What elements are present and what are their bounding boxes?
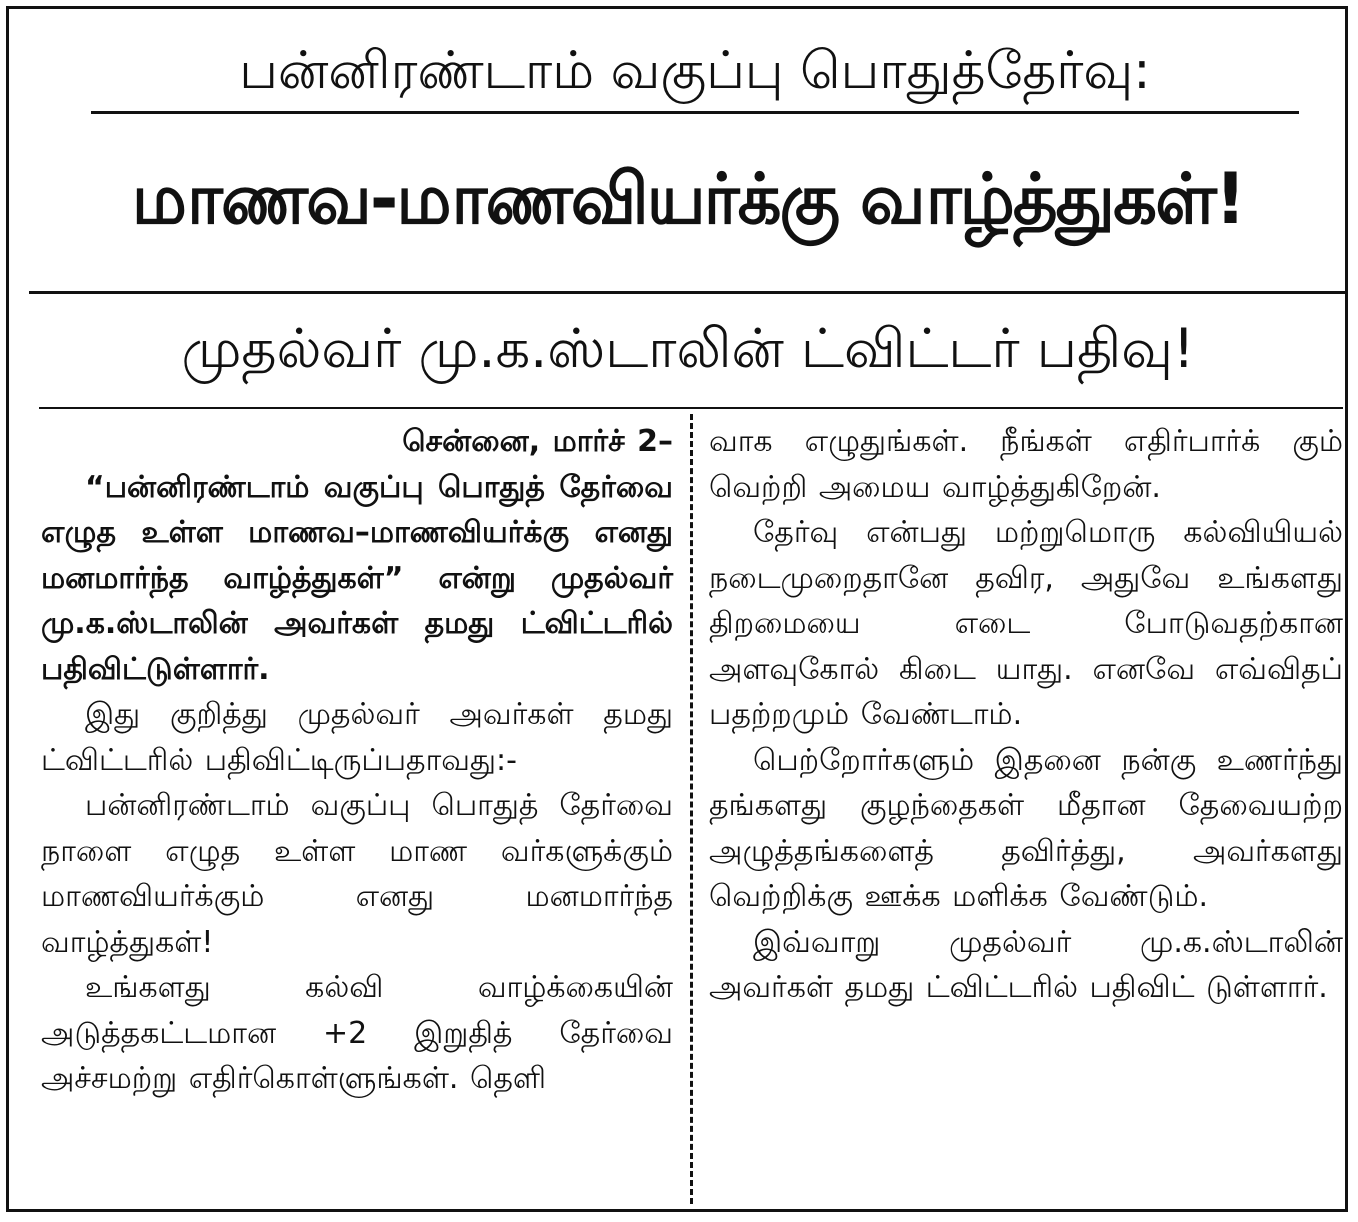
dateline: சென்னை, மார்ச் 2–	[402, 424, 673, 459]
newspaper-clipping	[6, 6, 1348, 1212]
article-paragraph: உங்களது கல்வி வாழ்க்கையின் அடுத்தகட்டமான +2 இறுதித் தேர்வை அச்சமற்று எதிர்கொள்ளுங்கள். தெளி	[41, 970, 673, 1096]
article-paragraph-continued: வாக எழுதுங்கள். நீங்கள் எதிர்பார்க் கும் வெற்றி அமைய வாழ்த்துகிறேன்.	[709, 424, 1343, 505]
lead-paragraph: “பன்னிரண்டாம் வகுப்பு பொதுத் தேர்வை எழுத உள்ள மாணவ–மாணவியர்க்கு எனது மனமார்ந்த வாழ்த்துகள்” என்று முதல்வர் மு.க.ஸ்டாலின் அவர்கள் தமது ட்விட்டரில் பதிவிட்டுள்ளார்.	[41, 469, 673, 687]
article-column-right	[709, 419, 1343, 1011]
article-paragraph: தேர்வு என்பது மற்றுமொரு கல்வியியல் நடைமுறைதானே தவிர, அதுவே உங்களது திறமையை எடை போடுவதற்கான அளவுகோல் கிடை யாது. எனவே எவ்விதப் பதற்றமும் வேண்டாம்.	[709, 515, 1343, 732]
column-divider	[690, 414, 693, 1204]
article-paragraph: பன்னிரண்டாம் வகுப்பு பொதுத் தேர்வை நாளை எழுத உள்ள மாண வர்களுக்கும் மாணவியர்க்கும் எனது மனமார்ந்த வாழ்த்துகள்!	[41, 788, 673, 960]
sub-headline: முதல்வர் மு.க.ஸ்டாலின் ட்விட்டர் பதிவு!	[181, 317, 1195, 380]
subheadline-rule	[39, 407, 1343, 409]
kicker-underline	[91, 111, 1299, 114]
article-paragraph: இது குறித்து முதல்வர் அவர்கள் தமது ட்விட்டரில் பதிவிட்டிருப்பதாவது:-	[41, 697, 673, 778]
article-paragraph: பெற்றோர்களும் இதனை நன்கு உணர்ந்து தங்களது குழந்தைகள் மீதான தேவையற்ற அழுத்தங்களைத் தவிர்த்து, அவர்களது வெற்றிக்கு ஊக்க மளிக்க வேண்டும்.	[709, 742, 1343, 914]
headline-rule	[29, 291, 1347, 294]
kicker-heading: பன்னிரண்டாம் வகுப்பு பொதுத்தேர்வு:	[239, 41, 1151, 101]
main-headline: மாணவ-மாணவியர்க்கு வாழ்த்துகள்!	[131, 158, 1245, 240]
article-paragraph: இவ்வாறு முதல்வர் மு.க.ஸ்டாலின் அவர்கள் தமது ட்விட்டரில் பதிவிட் டுள்ளார்.	[709, 924, 1343, 1005]
article-column-left	[41, 419, 673, 1102]
